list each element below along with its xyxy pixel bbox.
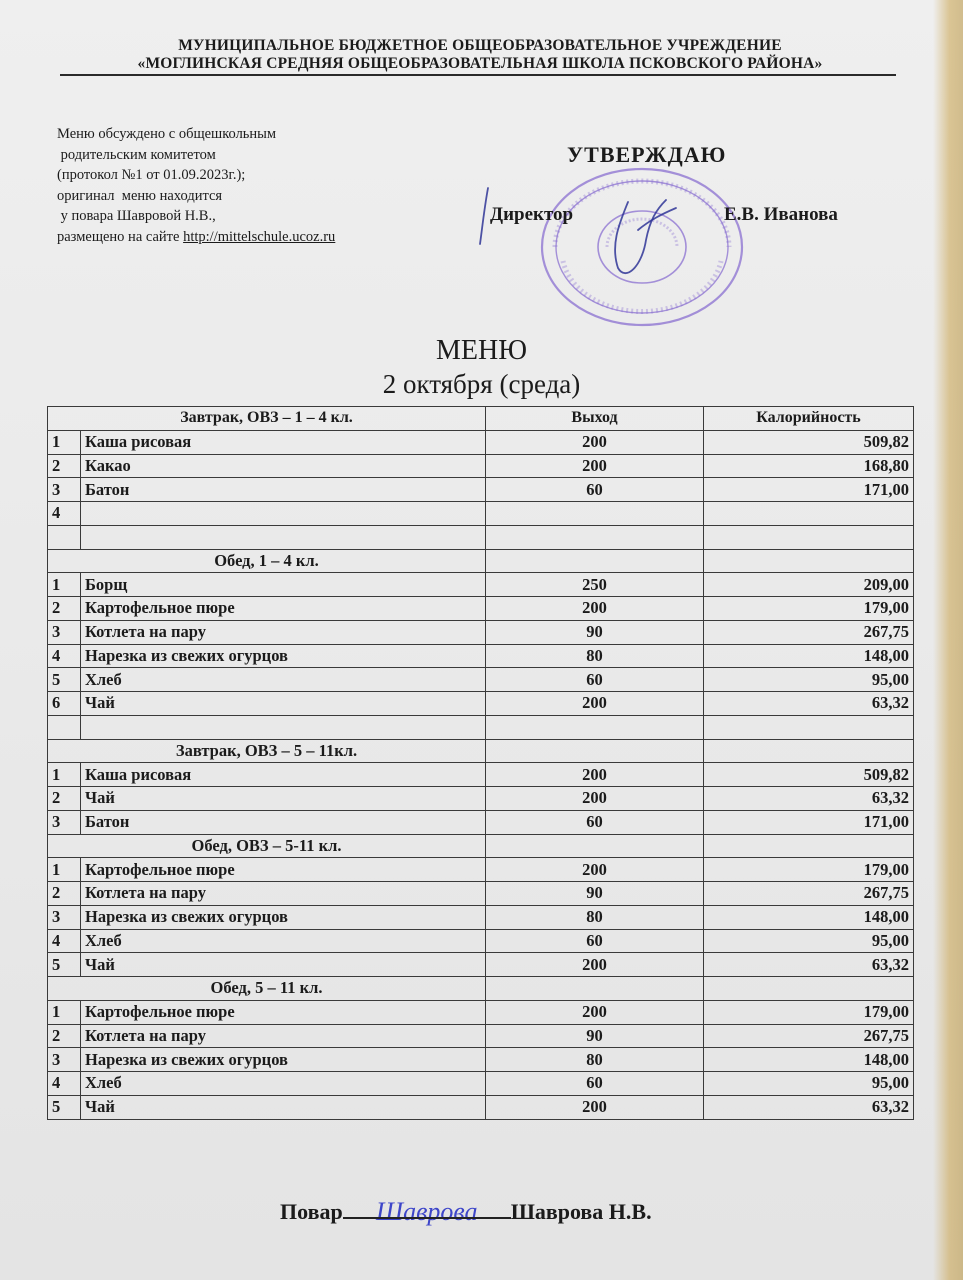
portion-output: 90 xyxy=(486,620,704,644)
table-row xyxy=(48,644,914,668)
dish-name: Какао xyxy=(81,454,486,478)
portion-output: 60 xyxy=(486,478,704,502)
item-number: 1 xyxy=(48,573,81,597)
site-link[interactable]: http://mittelschule.ucoz.ru xyxy=(183,228,336,245)
column-header-output: Выход xyxy=(486,407,704,431)
menu-title: МЕНЮ xyxy=(436,335,527,366)
portion-output xyxy=(486,502,704,526)
calories-value: 95,00 xyxy=(704,668,914,692)
dish-name: Картофельное пюре xyxy=(81,858,486,882)
section-title: Завтрак, ОВЗ – 5 – 11кл. xyxy=(48,739,486,763)
calories-value: 63,32 xyxy=(704,953,914,977)
calories-value xyxy=(704,715,914,739)
calories-value xyxy=(704,502,914,526)
empty-cell xyxy=(486,739,704,763)
empty-cell xyxy=(486,834,704,858)
cook-label: Повар xyxy=(280,1199,343,1224)
calories-value: 168,80 xyxy=(704,454,914,478)
cook-signature-text: Шаврова xyxy=(376,1197,478,1226)
calories-value: 95,00 xyxy=(704,1072,914,1096)
approval-note xyxy=(57,124,335,247)
dish-name: Батон xyxy=(81,810,486,834)
dish-name: Нарезка из свежих огурцов xyxy=(81,905,486,929)
dish-name: Хлеб xyxy=(81,929,486,953)
empty-cell xyxy=(486,977,704,1001)
portion-output: 80 xyxy=(486,905,704,929)
portion-output: 60 xyxy=(486,810,704,834)
table-row xyxy=(48,715,914,739)
calories-value: 148,00 xyxy=(704,1048,914,1072)
portion-output: 200 xyxy=(486,1095,704,1119)
item-number: 4 xyxy=(48,644,81,668)
item-number: 6 xyxy=(48,692,81,716)
item-number: 1 xyxy=(48,858,81,882)
approval-note-line: родительским комитетом xyxy=(57,146,216,163)
table-row xyxy=(48,929,914,953)
item-number: 2 xyxy=(48,787,81,811)
table-row xyxy=(48,953,914,977)
portion-output: 200 xyxy=(486,858,704,882)
portion-output: 60 xyxy=(486,668,704,692)
item-number: 2 xyxy=(48,597,81,621)
table-row xyxy=(48,573,914,597)
dish-name: Котлета на пару xyxy=(81,882,486,906)
portion-output: 200 xyxy=(486,430,704,454)
item-number: 2 xyxy=(48,454,81,478)
item-number: 2 xyxy=(48,882,81,906)
director-signature-icon xyxy=(470,170,710,290)
portion-output: 200 xyxy=(486,597,704,621)
table-row xyxy=(48,525,914,549)
calories-value: 509,82 xyxy=(704,430,914,454)
portion-output: 60 xyxy=(486,929,704,953)
section-title: Обед, 1 – 4 кл. xyxy=(48,549,486,573)
item-number: 1 xyxy=(48,763,81,787)
cook-line xyxy=(280,1199,652,1225)
portion-output: 90 xyxy=(486,882,704,906)
approval-note-site-line xyxy=(57,227,335,248)
table-row xyxy=(48,882,914,906)
dish-name: Батон xyxy=(81,478,486,502)
dish-name: Хлеб xyxy=(81,1072,486,1096)
menu-table xyxy=(47,406,914,1120)
dish-name: Картофельное пюре xyxy=(81,1000,486,1024)
item-number: 3 xyxy=(48,478,81,502)
dish-name: Котлета на пару xyxy=(81,620,486,644)
item-number: 3 xyxy=(48,620,81,644)
table-row xyxy=(48,620,914,644)
section-row xyxy=(48,739,914,763)
table-row xyxy=(48,692,914,716)
calories-value: 63,32 xyxy=(704,692,914,716)
desk-edge xyxy=(933,0,963,1280)
dish-name: Борщ xyxy=(81,573,486,597)
item-number: 4 xyxy=(48,1072,81,1096)
table-row xyxy=(48,905,914,929)
calories-value: 209,00 xyxy=(704,573,914,597)
table-row xyxy=(48,858,914,882)
menu-date: 2 октября (среда) xyxy=(382,369,581,399)
approval-note-line: у повара Шавровой Н.В., xyxy=(57,208,216,224)
director-position: Директор xyxy=(490,204,574,225)
site-prefix: размещено на сайте xyxy=(57,228,184,245)
table-header-row xyxy=(48,407,914,431)
table-row xyxy=(48,502,914,526)
portion-output xyxy=(486,525,704,549)
dish-name: Котлета на пару xyxy=(81,1024,486,1048)
dish-name: Чай xyxy=(81,692,486,716)
portion-output xyxy=(486,715,704,739)
portion-output: 200 xyxy=(486,763,704,787)
dish-name xyxy=(81,502,486,526)
dish-name: Нарезка из свежих огурцов xyxy=(81,644,486,668)
dish-name xyxy=(81,715,486,739)
calories-value: 148,00 xyxy=(704,644,914,668)
table-row xyxy=(48,1095,914,1119)
table-row xyxy=(48,763,914,787)
table-row xyxy=(48,1072,914,1096)
approve-title: УТВЕРЖДАЮ xyxy=(567,142,727,167)
empty-cell xyxy=(704,834,914,858)
item-number: 3 xyxy=(48,905,81,929)
dish-name: Хлеб xyxy=(81,668,486,692)
approval-note-line: оригинал меню находится xyxy=(57,187,223,204)
calories-value: 267,75 xyxy=(704,1024,914,1048)
item-number: 3 xyxy=(48,810,81,834)
column-header-calories: Калорийность xyxy=(704,407,914,431)
table-row xyxy=(48,430,914,454)
item-number: 5 xyxy=(48,953,81,977)
portion-output: 200 xyxy=(486,787,704,811)
section-row xyxy=(48,834,914,858)
item-number: 4 xyxy=(48,502,81,526)
portion-output: 250 xyxy=(486,573,704,597)
calories-value: 179,00 xyxy=(704,1000,914,1024)
school-header-line1: МУНИЦИПАЛЬНОЕ БЮДЖЕТНОЕ ОБЩЕОБРАЗОВАТЕЛЬНОЕ УЧРЕЖДЕНИЕ xyxy=(178,37,782,54)
calories-value: 63,32 xyxy=(704,1095,914,1119)
calories-value: 509,82 xyxy=(704,763,914,787)
dish-name: Чай xyxy=(81,953,486,977)
approval-note-line: (протокол №1 от 01.09.2023г.); xyxy=(57,167,246,183)
director-name: Е.В. Иванова xyxy=(724,204,838,225)
calories-value: 179,00 xyxy=(704,597,914,621)
portion-output: 80 xyxy=(486,1048,704,1072)
calories-value: 267,75 xyxy=(704,620,914,644)
table-row xyxy=(48,1024,914,1048)
cook-name: Шаврова Н.В. xyxy=(510,1199,652,1224)
dish-name xyxy=(81,525,486,549)
calories-value: 171,00 xyxy=(704,810,914,834)
table-row xyxy=(48,1048,914,1072)
empty-cell xyxy=(704,739,914,763)
table-row xyxy=(48,810,914,834)
portion-output: 60 xyxy=(486,1072,704,1096)
empty-cell xyxy=(486,549,704,573)
calories-value: 171,00 xyxy=(704,478,914,502)
school-header-line2: «МОГЛИНСКАЯ СРЕДНЯЯ ОБЩЕОБРАЗОВАТЕЛЬНАЯ ШКОЛА ПСКОВСКОГО РАЙОНА» xyxy=(137,55,823,72)
item-number: 5 xyxy=(48,1095,81,1119)
table-row xyxy=(48,597,914,621)
item-number: 1 xyxy=(48,430,81,454)
section-title: Обед, 5 – 11 кл. xyxy=(48,977,486,1001)
section-title: Завтрак, ОВЗ – 1 – 4 кл. xyxy=(48,407,486,431)
dish-name: Чай xyxy=(81,787,486,811)
portion-output: 90 xyxy=(486,1024,704,1048)
calories-value xyxy=(704,525,914,549)
header-divider xyxy=(60,74,896,76)
table-row xyxy=(48,787,914,811)
calories-value: 267,75 xyxy=(704,882,914,906)
item-number xyxy=(48,715,81,739)
portion-output: 200 xyxy=(486,454,704,478)
portion-output: 80 xyxy=(486,644,704,668)
section-title: Обед, ОВЗ – 5-11 кл. xyxy=(48,834,486,858)
calories-value: 148,00 xyxy=(704,905,914,929)
menu-table-body xyxy=(48,407,914,1120)
item-number: 4 xyxy=(48,929,81,953)
dish-name: Каша рисовая xyxy=(81,430,486,454)
item-number: 3 xyxy=(48,1048,81,1072)
calories-value: 63,32 xyxy=(704,787,914,811)
calories-value: 179,00 xyxy=(704,858,914,882)
empty-cell xyxy=(704,977,914,1001)
item-number: 1 xyxy=(48,1000,81,1024)
table-row xyxy=(48,668,914,692)
table-row xyxy=(48,1000,914,1024)
section-row xyxy=(48,549,914,573)
portion-output: 200 xyxy=(486,953,704,977)
signature-underline xyxy=(343,1199,511,1219)
item-number: 2 xyxy=(48,1024,81,1048)
table-row xyxy=(48,454,914,478)
dish-name: Картофельное пюре xyxy=(81,597,486,621)
item-number: 5 xyxy=(48,668,81,692)
calories-value: 95,00 xyxy=(704,929,914,953)
section-row xyxy=(48,977,914,1001)
dish-name: Чай xyxy=(81,1095,486,1119)
approval-note-line: Меню обсуждено с общешкольным xyxy=(57,126,277,142)
portion-output: 200 xyxy=(486,692,704,716)
dish-name: Нарезка из свежих огурцов xyxy=(81,1048,486,1072)
table-row xyxy=(48,478,914,502)
empty-cell xyxy=(704,549,914,573)
item-number xyxy=(48,525,81,549)
portion-output: 200 xyxy=(486,1000,704,1024)
dish-name: Каша рисовая xyxy=(81,763,486,787)
